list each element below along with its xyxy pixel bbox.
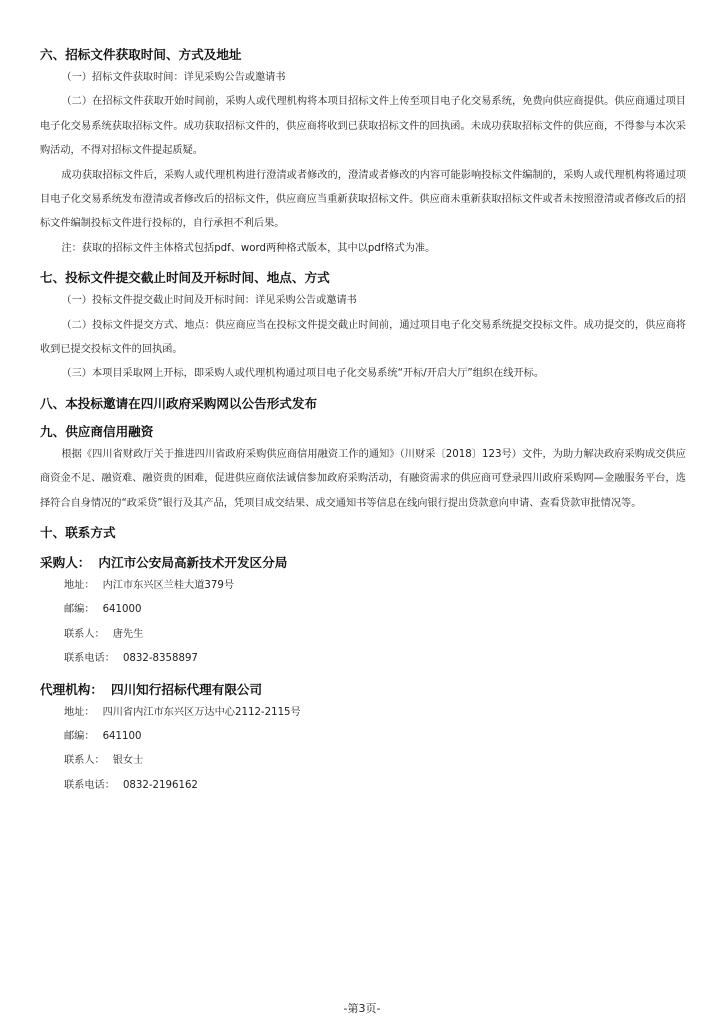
purchaser-heading <box>40 552 686 574</box>
section-9-para-1: 根据《四川省财政厅关于推进四川省政府采购供应商信用融资工作的通知》（川财采〔2018〕123号）文件，为助力解决政府采购成交供应商资金不足、融资难、融资贵的困难，促进供应商依法诚信参加政府采购活动，有融资需求的供应商可登录四川政府采购网—金融服务平台，选择符合自身情况的“政采贷”银行及其产品，凭项目成交结果、成交通知书等信息在线向银行提出贷款意向申请、查看贷款审批情况等。 <box>40 448 686 509</box>
purchaser-phone-label: 联系电话： <box>64 652 115 664</box>
purchaser-phone <box>40 647 686 671</box>
purchaser-zip-value: 641000 <box>102 604 142 616</box>
section-8-heading: 八、本投标邀请在四川政府采购网以公告形式发布 <box>40 395 318 411</box>
agency-contact-value: 银女士 <box>112 755 144 767</box>
agency-phone-label: 联系电话： <box>64 779 115 791</box>
agency-zip <box>40 725 686 749</box>
agency-address-value: 四川省内江市东兴区万达中心2112-2115号 <box>102 706 301 718</box>
agency-contact-label: 联系人： <box>64 755 105 767</box>
purchaser-block <box>40 552 686 671</box>
agency-heading <box>40 679 686 701</box>
purchaser-contact-value: 唐先生 <box>112 628 144 640</box>
section-6-heading: 六、招标文件获取时间、方式及地址 <box>40 47 242 62</box>
purchaser-name: 内江市公安局高新技术开发区分局 <box>98 555 288 571</box>
agency-contact <box>40 749 686 773</box>
agency-name: 四川知行招标代理有限公司 <box>110 681 263 697</box>
agency-label: 代理机构： <box>40 681 103 697</box>
section-6-para-3: 成功获取招标文件后，采购人或代理机构进行澄清或者修改的，澄清或者修改的内容可能影响投标文件编制的，采购人或代理机构将通过项目电子化交易系统发布澄清或者修改后的招标文件，供应商应当重新获取招标文件。供应商未重新获取招标文件或者未按照澄清或者修改后的招标文件编制投标文件进行投标的，自行承担不利后果。 <box>40 169 686 230</box>
purchaser-contact <box>40 623 686 647</box>
purchaser-label: 采购人： <box>40 555 91 571</box>
agency-address-label: 地址： <box>64 706 95 718</box>
section-7-para-1: （一）投标文件提交截止时间及开标时间：详见采购公告或邀请书 <box>61 295 357 307</box>
section-6 <box>40 44 686 261</box>
section-6-note: 注：获取的招标文件主体格式包括pdf、word两种格式版本，其中以pdf格式为准。 <box>61 242 436 254</box>
purchaser-zip-label: 邮编： <box>64 604 95 616</box>
agency-phone-value: 0832-2196162 <box>122 779 198 791</box>
page-number: -第3页- <box>343 1002 381 1015</box>
agency-address <box>40 701 686 725</box>
section-9 <box>40 421 686 516</box>
agency-phone <box>40 774 686 798</box>
purchaser-zip <box>40 598 686 622</box>
section-7-para-3: （三）本项目采取网上开标，即采购人或代理机构通过项目电子化交易系统“开标/开启大厅”组织在线开标。 <box>61 368 545 380</box>
section-7-para-2: （二）投标文件提交方式、地点：供应商应当在投标文件提交截止时间前，通过项目电子化交易系统提交投标文件。成功提交的，供应商将收到已提交投标文件的回执函。 <box>40 319 686 356</box>
agency-zip-value: 641100 <box>102 731 142 743</box>
section-6-para-2: （二）在招标文件获取开始时间前，采购人或代理机构将本项目招标文件上传至项目电子化交易系统，免费向供应商提供。供应商通过项目电子化交易系统获取招标文件。成功获取招标文件的，供应商将收到已获取招标文件的回执函。未成功获取招标文件的供应商，不得参与本次采购活动，不得对招标文件提起质疑。 <box>40 96 686 157</box>
section-9-heading: 九、供应商信用融资 <box>40 423 154 439</box>
section-6-para-1: （一）招标文件获取时间：详见采购公告或邀请书 <box>61 72 286 83</box>
purchaser-address <box>40 574 686 598</box>
purchaser-contact-label: 联系人： <box>64 628 105 640</box>
agency-block <box>40 679 686 798</box>
section-8 <box>40 393 686 415</box>
purchaser-address-label: 地址： <box>64 580 95 592</box>
agency-zip-label: 邮编： <box>64 731 95 743</box>
section-7-heading: 七、投标文件提交截止时间及开标时间、地点、方式 <box>40 270 330 286</box>
section-7 <box>40 267 686 387</box>
purchaser-address-value: 内江市东兴区兰桂大道379号 <box>102 580 235 592</box>
purchaser-phone-value: 0832-8358897 <box>122 652 198 664</box>
section-10 <box>40 522 686 544</box>
section-10-heading: 十、联系方式 <box>40 525 116 541</box>
page-content <box>40 44 686 798</box>
